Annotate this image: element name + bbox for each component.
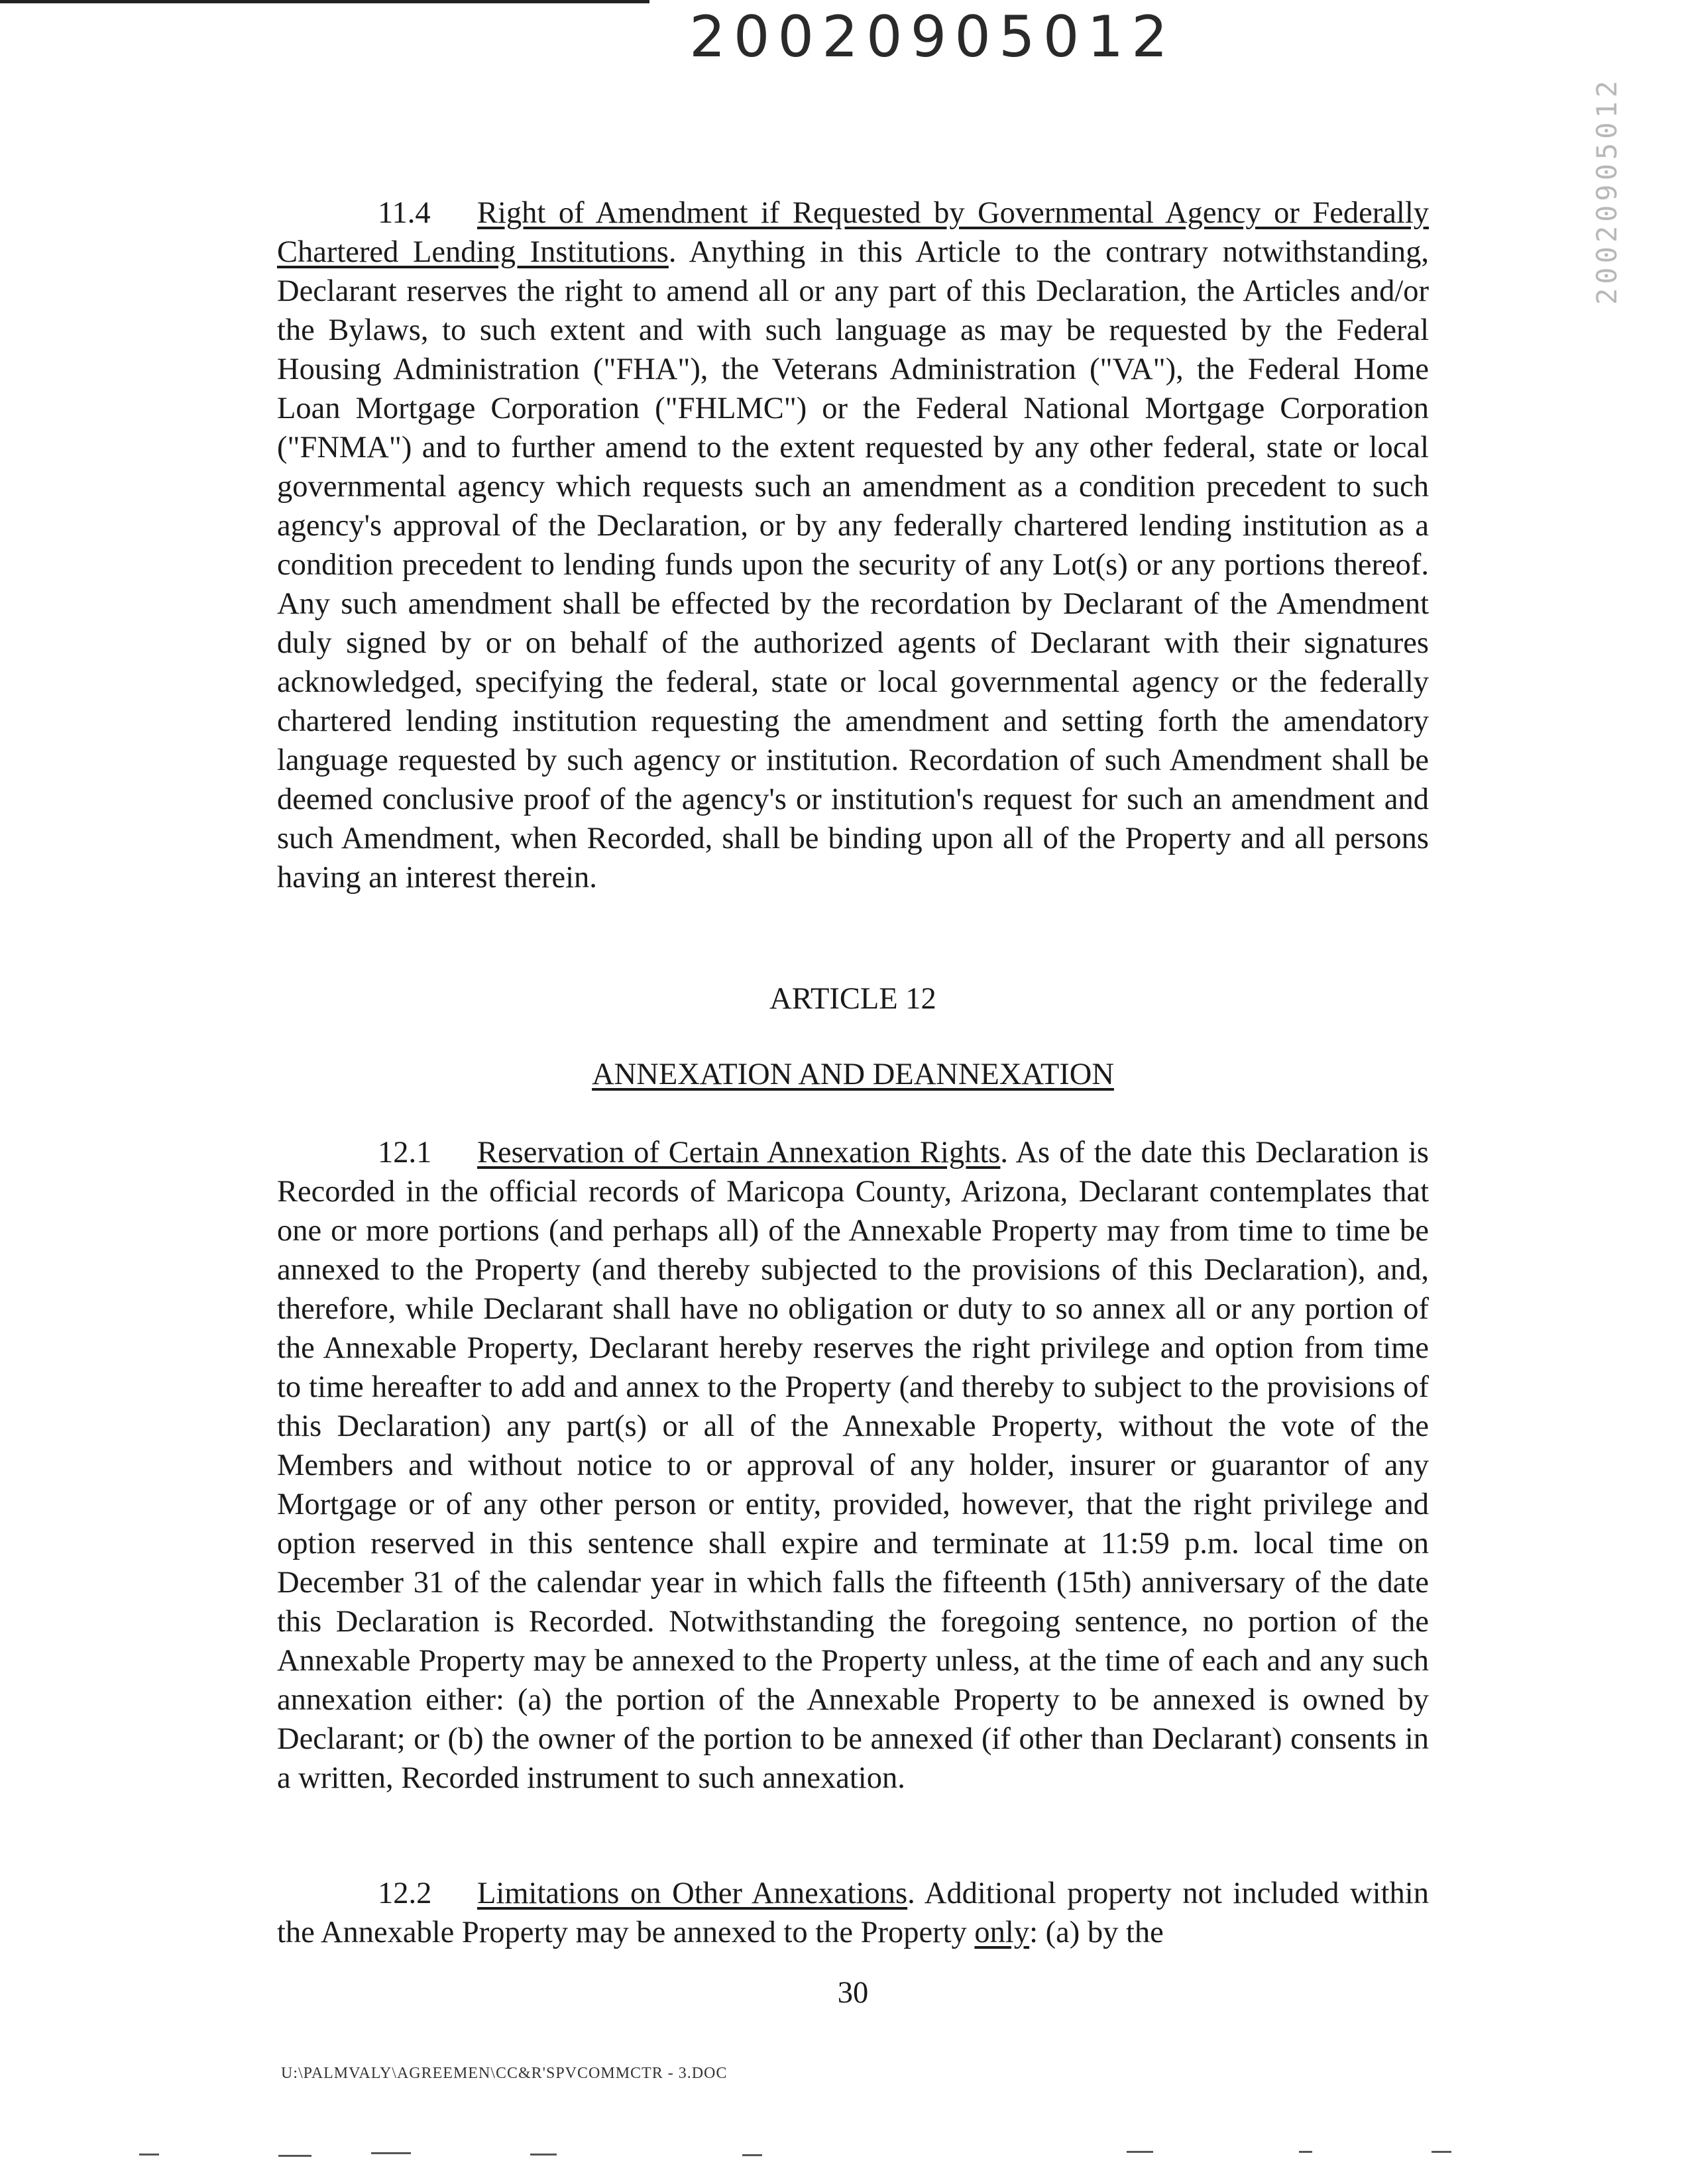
page-number: 30: [837, 1976, 869, 2010]
heading-period: .: [907, 1877, 915, 1910]
section-heading: Reservation of Certain Annexation Rights: [477, 1136, 1001, 1170]
file-path: U:\PALMVALY\AGREEMEN\CC&R'SPVCOMMCTR - 3.DOC: [281, 2065, 728, 2082]
article-title-text: ANNEXATION AND DEANNEXATION: [592, 1058, 1114, 1091]
article-label: ARTICLE 12: [769, 982, 936, 1016]
section-12-1: [277, 1133, 1429, 1798]
section-body-start: Additional property not included within the Annexable Property may be annexed to the Property: [277, 1877, 1429, 1949]
scan-edge-artifacts: [0, 2150, 1686, 2163]
emphasis-only: only: [974, 1916, 1030, 1949]
document-number: 20020905012: [689, 4, 1176, 70]
heading-period: .: [668, 235, 677, 269]
section-number: 12.1: [378, 1136, 432, 1170]
section-12-2: [277, 1874, 1429, 1952]
section-body-end: : (a) by the: [1029, 1916, 1164, 1949]
top-rule: [0, 0, 649, 3]
section-11-4: [277, 193, 1429, 897]
section-body: Anything in this Article to the contrary notwithstanding, Declarant reserves the right to amend all or any part of this Declaration, the Articles and/or the Bylaws, to such extent and with such language as may be requested by the Federal Housing Administration ("FHA"), the Veterans Administration ("VA"), the Federal Home Loan Mortgage Corporation ("FHLMC") or the Federal National Mortgage Corporation ("FNMA") and to further amend to the extent requested by any other federal, state or local governmental agency which requests such an amendment as a condition precedent to such agency's approval of the Declaration, or by any federally chartered lending institution as a condition precedent to lending funds upon the security of any Lot(s) or any portions thereof. Any such amendment shall be effected by the recordation by Declarant of the Amendment duly signed by or on behalf of the authorized agents of Declarant with their signatures acknowledged, specifying the federal, state or local governmental agency or the federally chartered lending institution requesting the amendment and setting forth the amendatory language requested by such agency or institution. Recordation of such Amendment shall be deemed conclusive proof of the agency's or institution's request for such an amendment and such Amendment, when Recorded, shall be binding upon all of the Property and all persons having an interest therein.: [277, 235, 1430, 895]
heading-period: .: [1000, 1136, 1009, 1170]
section-heading: Right of Amendment if Requested by Governmental Agency or Federally Chartered Lending Institutions: [277, 196, 1429, 269]
section-number: 11.4: [378, 196, 431, 230]
section-heading: Limitations on Other Annexations: [477, 1877, 908, 1910]
article-title: [277, 1055, 1429, 1094]
section-body: As of the date this Declaration is Recorded in the official records of Maricopa County, Arizona, Declarant contemplates that one or more portions (and perhaps all) of the Annexable Property may from time to time be annexed to the Property (and thereby subjected to the provisions of this Declaration), and, therefore, while Declarant shall have no obligation or duty to so annex all or any portion of the Annexable Property, Declarant hereby reserves the right privilege and option from time to time hereafter to add and annex to the Property (and thereby to subject to the provisions of this Declaration) any part(s) or all of the Annexable Property, without the vote of the Members and without notice to or approval of any holder, insurer or guarantor of any Mortgage or of any other person or entity, provided, however, that the right privilege and option reserved in this sentence shall expire and terminate at 11:59 p.m. local time on December 31 of the calendar year in which falls the fifteenth (15th) anniversary of the date this Declaration is Recorded. Notwithstanding the foregoing sentence, no portion of the Annexable Property may be annexed to the Property unless, at the time of each and any such annexation either: (a) the portion of the Annexable Property to be annexed is owned by Declarant; or (b) the owner of the portion to be annexed (if other than Declarant) consents in a written, Recorded instrument to such annexation.: [277, 1136, 1429, 1795]
section-number: 12.2: [378, 1877, 432, 1910]
recording-stamp: 20020905012: [1591, 76, 1623, 305]
